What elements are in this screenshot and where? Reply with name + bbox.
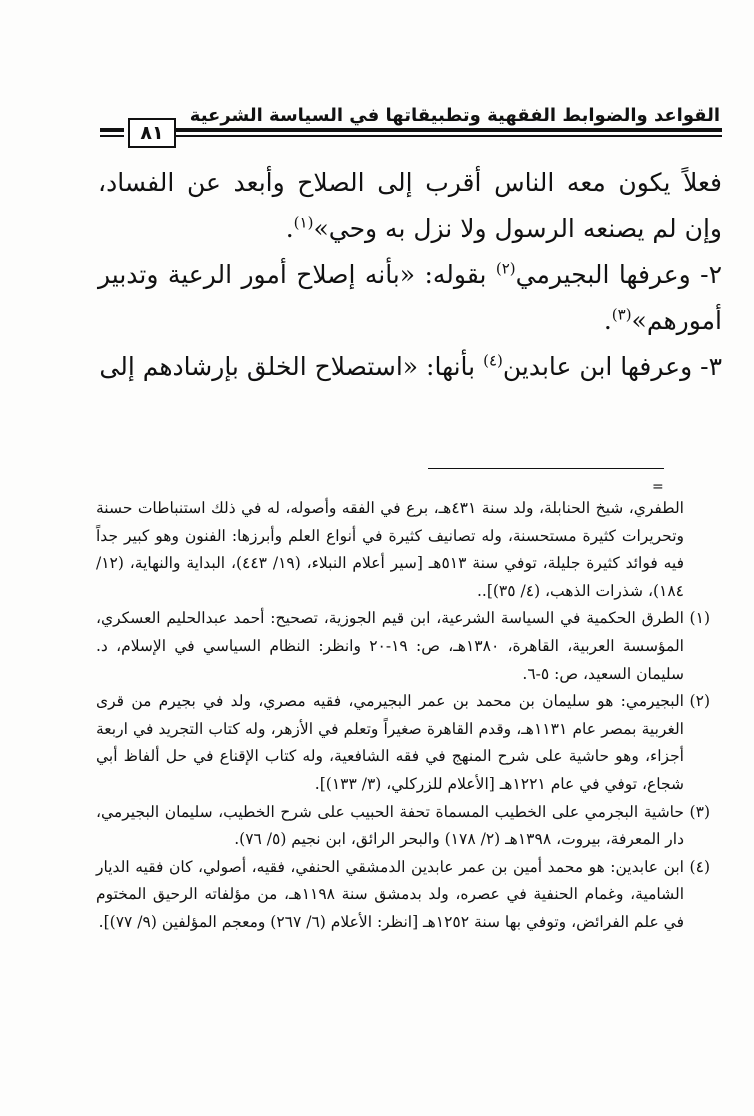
- footnote-3: [96, 799, 710, 854]
- main-text: [98, 160, 722, 390]
- footnote-text: البجيرمي: هو سليمان بن محمد بن عمر البجيرمي، فقيه مصري، ولد في بجيرم من قرى الغربية بمصر عام ١١٣١هـ، وقدم القاهرة صغيراً وتعلم في الأزهر، وله كتاب التجريد في اربعة أجزاء، وهو حاشية على شرح المنهج في فقه الشافعية، وله كتاب الإقناع في حل ألفاظ أبي شجاع، توفي في عام ١٢٢١هـ [الأعلام للزركلي، (٣/ ١٣٣)].: [96, 692, 684, 793]
- paragraph-text: ٣- وعرفها ابن عابدين: [502, 352, 722, 381]
- running-title: القواعد والضوابط الفقهية وتطبيقاتها في السياسة الشرعية: [189, 105, 720, 126]
- footnote-label: (٤): [689, 857, 710, 876]
- paragraph-text: بقوله: «بأنه إصلاح أمور الرعية وتدبير أمورهم»: [98, 260, 722, 335]
- footnote-text: حاشية البجرمي على الخطيب المسماة تحفة الحبيب على شرح الخطيب، سليمان البجيرمي، دار المعرفة، بيروت، ١٣٩٨هـ (٢/ ١٧٨) والبحر الرائق، ابن نجيم (٥/ ٧٦).: [96, 802, 684, 849]
- footnote-continuation: الطفري، شيخ الحنابلة، ولد سنة ٤٣١هـ، برع في الفقه وأصوله، له في ذلك استنباطات حسنة وتحريرات كثيرة مستحسنة، وله تصانيف كثيرة في أنواع العلم وأبرزها: الفنون وهو كبير جداً فيه فوائد كثيرة جليلة، توفي سنة ٥١٣هـ [سير أعلام النبلاء، (١٩/ ٤٤٣)، البداية والنهاية، (١٢/ ١٨٤)، شذرات الذهب، (٤/ ٣٥)]..: [96, 499, 684, 600]
- paragraph-text: ٢- وعرفها البجيرمي: [515, 260, 722, 289]
- footnote-text: الطرق الحكمية في السياسة الشرعية، ابن قيم الجوزية، تصحيح: أحمد عبدالحليم العسكري، المؤسسة العربية، القاهرة، ١٣٨٠هـ، ص: ١٩-٢٠ وانظر: النظام السياسي في الإسلام، د. سليمان السعيد، ص: ٥-٦.: [96, 609, 684, 683]
- footnote-continuation-marker: =: [652, 479, 664, 495]
- paragraph-text: بأنها: «استصلاح الخلق بإرشادهم إلى: [99, 352, 484, 381]
- footnotes: [96, 495, 710, 937]
- footnote-ref: (٣): [611, 305, 632, 324]
- footnote-label: (٢): [689, 692, 710, 711]
- footnote-text: ابن عابدين: هو محمد أمين بن عمر عابدين الدمشقي الحنفي، فقيه، أصولي، كان فقيه الديار الشامية، وغمام الحنفية في عصره، ولد بدمشق سنة ١١٩٨هـ، من مؤلفاته الرحيق المختوم في علم الفرائض، وتوفي بها سنة ١٢٥٢هـ [انظر: الأعلام (٦/ ٢٦٧) ومعجم المؤلفين (٩/ ٧٧)].: [96, 857, 684, 931]
- paragraph-3: [98, 344, 722, 390]
- footnote-ref: (١): [293, 213, 314, 232]
- footnote-ref: (٤): [483, 351, 503, 370]
- header-dash: [100, 135, 124, 137]
- page-number-box: [128, 118, 176, 148]
- header-rule: [176, 135, 722, 137]
- paragraph-2: [98, 252, 722, 344]
- paragraph-end: .: [603, 306, 612, 335]
- footnote-1: [96, 605, 710, 688]
- paragraph-end: .: [285, 214, 294, 243]
- footnote-label: (١): [689, 609, 710, 628]
- footnote-separator: [428, 468, 664, 469]
- footnote-2: [96, 688, 710, 798]
- page-number: ٨١: [140, 122, 164, 144]
- footnote-label: (٣): [689, 802, 710, 821]
- header-rule: [176, 128, 722, 132]
- header-dash: [100, 128, 124, 132]
- footnote-4: [96, 854, 710, 937]
- paragraph-text: فعلاً يكون معه الناس أقرب إلى الصلاح وأبعد عن الفساد، وإن لم يصنعه الرسول ولا نزل به وحي»: [98, 168, 722, 243]
- footnote-ref: (٢): [495, 259, 516, 278]
- paragraph-1: [98, 160, 722, 252]
